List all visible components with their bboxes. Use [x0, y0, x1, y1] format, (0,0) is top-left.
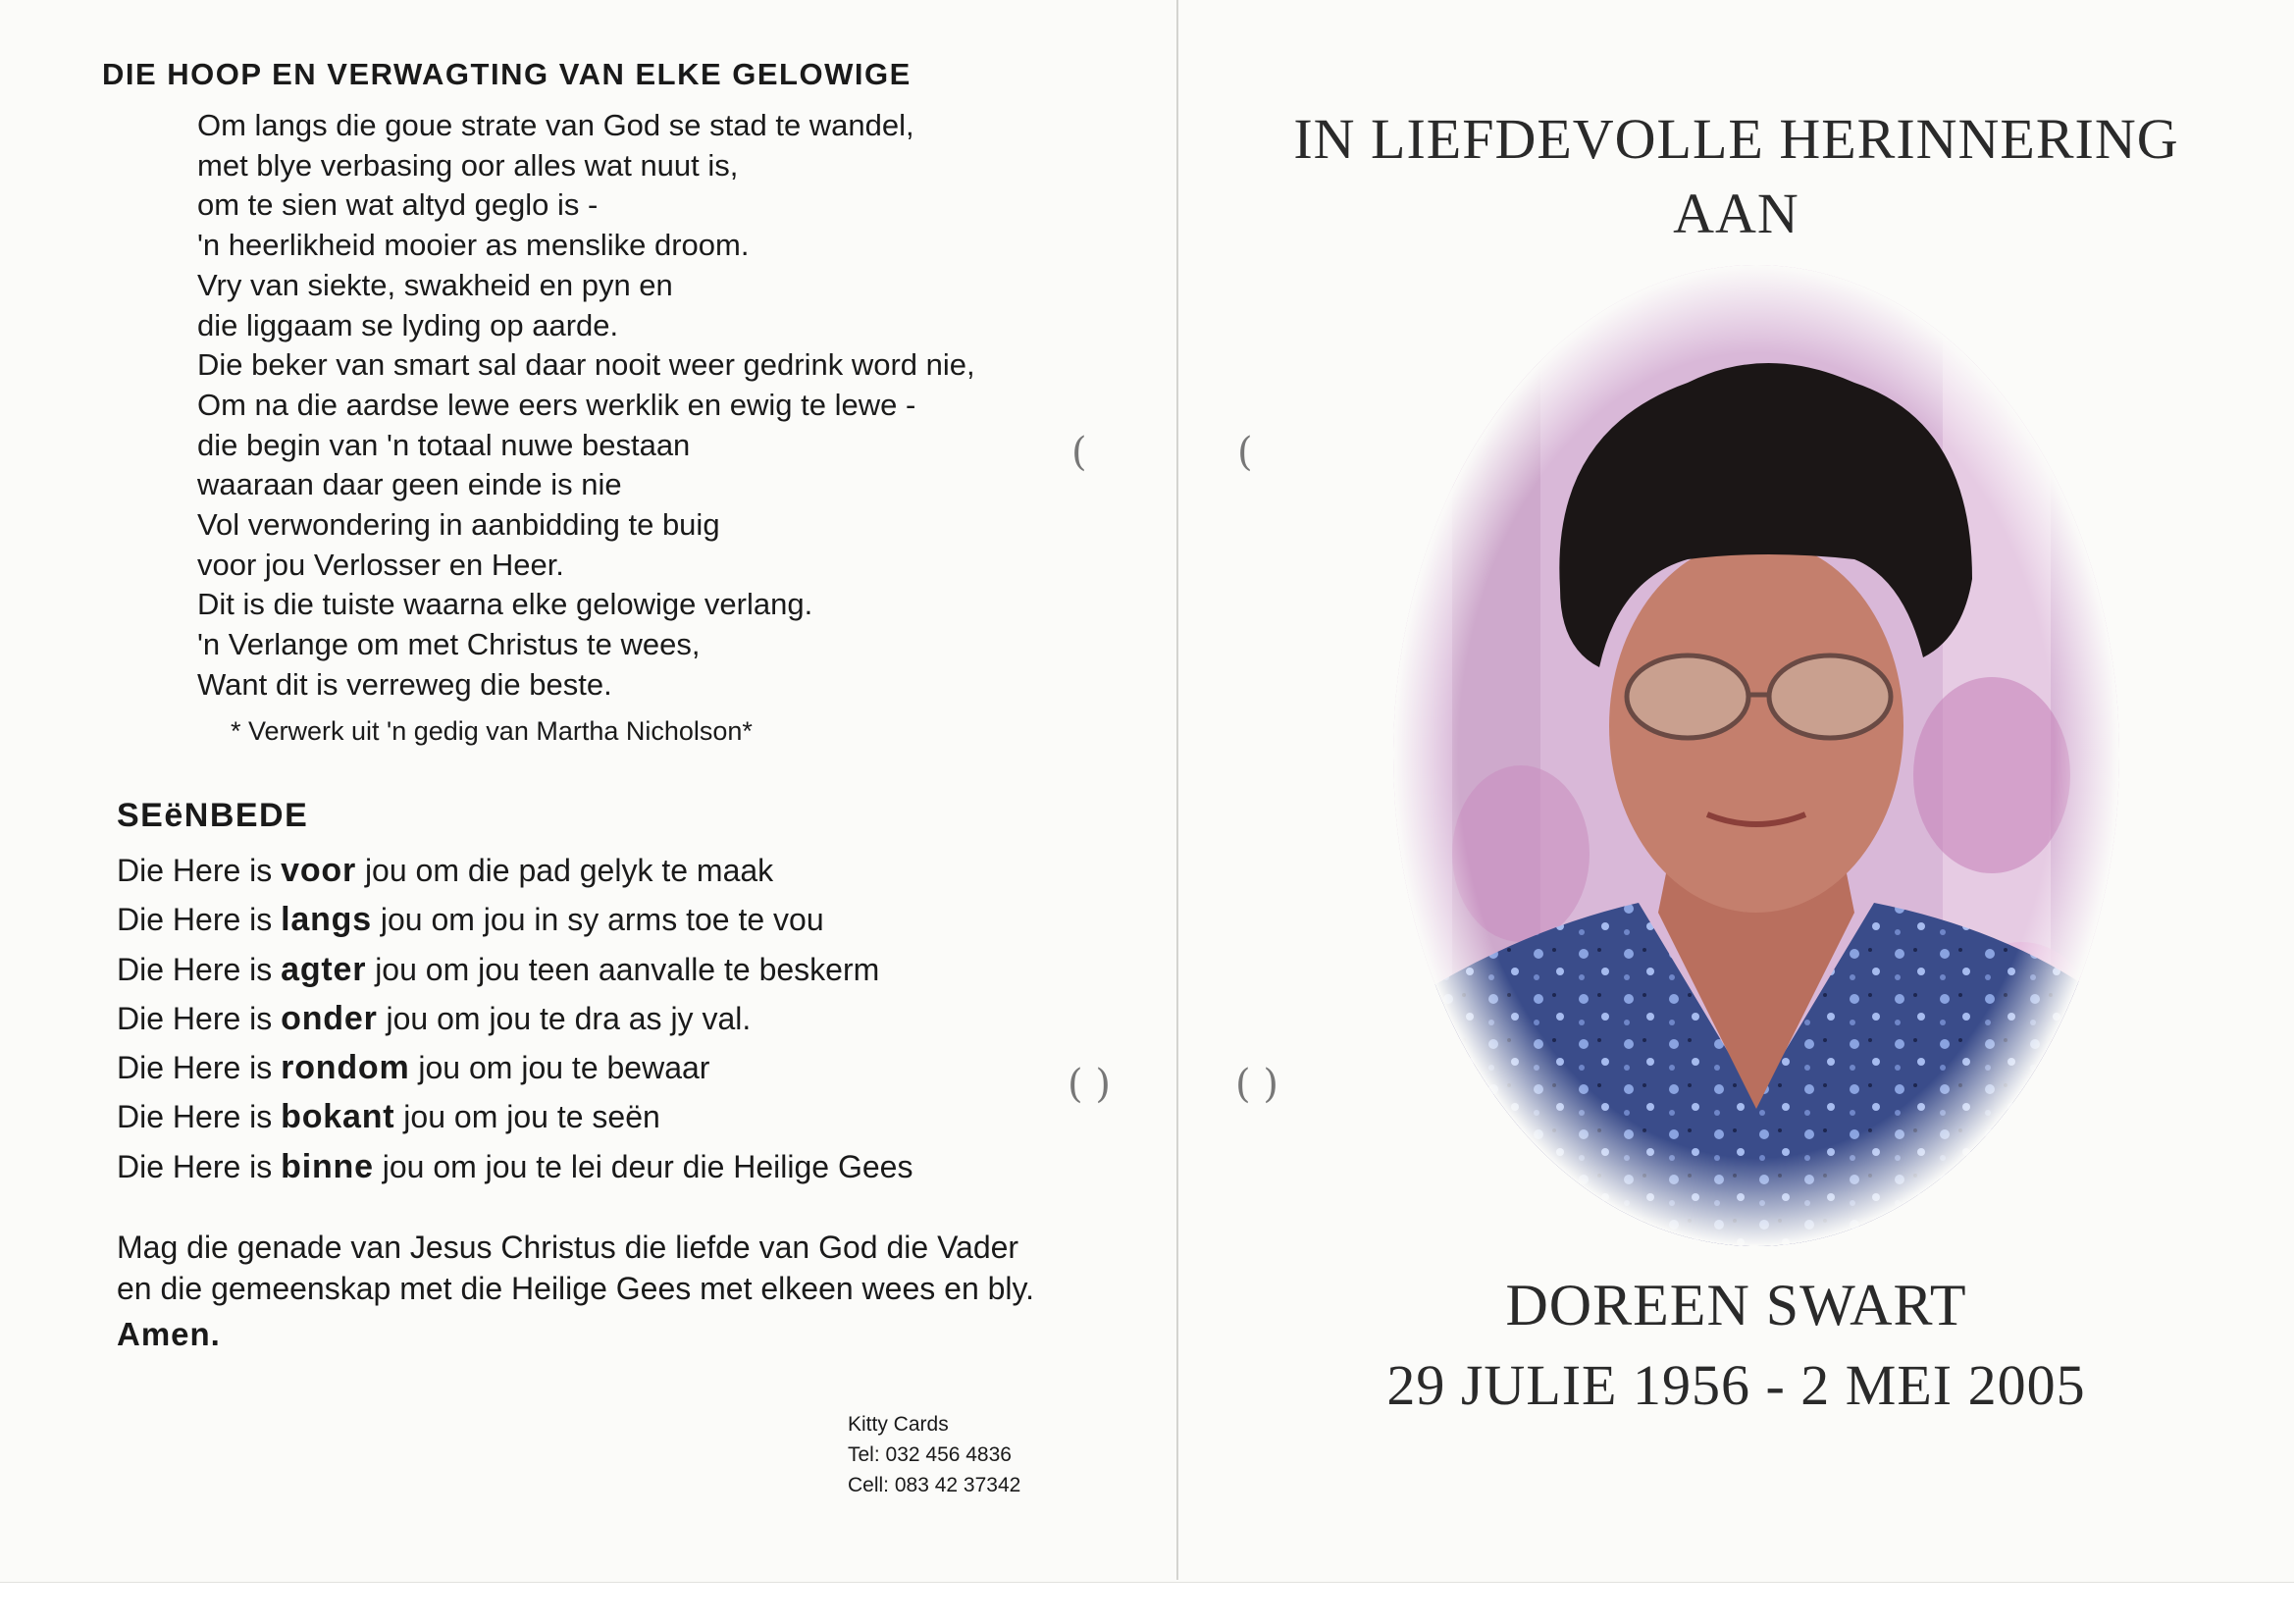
blessing-line	[117, 1092, 912, 1141]
poem-line: voor jou Verlosser en Heer.	[197, 547, 564, 582]
grace-line-2: en die gemeenskap met die Heilige Gees met elkeen wees en bly.	[117, 1271, 1035, 1306]
punch-hole-mark: (	[1071, 430, 1087, 475]
poem-line: die begin van 'n totaal nuwe bestaan	[197, 427, 691, 462]
poem	[197, 106, 975, 706]
blessing-keyword: bokant	[281, 1098, 395, 1136]
blessing-suffix: jou om die pad gelyk te maak	[356, 853, 774, 888]
poem-line: die liggaam se lyding op aarde.	[197, 307, 619, 342]
memorial-title-line-2: AAN	[1673, 182, 1799, 245]
punch-hole-mark: (	[1237, 430, 1253, 475]
poem-line: 'n Verlange om met Christus te wees,	[197, 627, 701, 662]
punch-hole-mark: ( )	[1068, 1062, 1111, 1107]
blessing-suffix: jou om jou in sy arms toe te vou	[371, 902, 824, 938]
poem-credit: * Verwerk uit 'n gedig van Martha Nicholson*	[231, 716, 753, 746]
blessing-suffix: jou om jou teen aanvalle te beskerm	[366, 951, 880, 987]
printer-cell: Cell: 083 42 37342	[848, 1474, 1021, 1496]
printer-info	[848, 1409, 1020, 1500]
poem-line: Want dit is verreweg die beste.	[197, 666, 612, 702]
life-dates: 29 JULIE 1956 - 2 MEI 2005	[1386, 1353, 2086, 1417]
amen: Amen.	[117, 1316, 221, 1352]
poem-line: 'n heerlikheid mooier as menslike droom.	[197, 228, 750, 263]
poem-line: om te sien wat altyd geglo is -	[197, 187, 599, 223]
left-page	[0, 0, 1176, 1580]
poem-line: Om na die aardse lewe eers werklik en ewig te lewe -	[197, 387, 916, 422]
blessing-keyword: langs	[281, 901, 372, 939]
right-page	[1178, 0, 2294, 1580]
blessing-suffix: jou om jou te dra as jy val.	[377, 1000, 752, 1036]
blessing-prefix: Die Here is	[117, 902, 282, 938]
blessing-keyword: binne	[281, 1147, 374, 1185]
blessing-line	[117, 895, 912, 944]
poem-line: Om langs die goue strate van God se stad te wandel,	[197, 108, 914, 142]
grace-paragraph	[117, 1227, 1034, 1309]
poem-line: met blye verbasing oor alles wat nuut is,	[197, 147, 739, 183]
portrait-photo	[1393, 265, 2119, 1246]
punch-hole-mark: ( )	[1235, 1062, 1278, 1107]
poem-title: DIE HOOP EN VERWAGTING VAN ELKE GELOWIGE	[102, 57, 912, 91]
scan-bottom-edge	[0, 1582, 2294, 1624]
blessing-prefix: Die Here is	[117, 1000, 282, 1036]
poem-line: Vol verwondering in aanbidding te buig	[197, 507, 720, 543]
blessing-line	[117, 846, 912, 895]
blessing-prefix: Die Here is	[117, 853, 282, 888]
blessing-keyword: rondom	[281, 1049, 410, 1087]
blessing-prefix: Die Here is	[117, 1148, 282, 1184]
blessing-prefix: Die Here is	[117, 951, 282, 987]
blessing-list	[117, 846, 912, 1191]
blessing-prefix: Die Here is	[117, 1050, 282, 1086]
poem-line: Die beker van smart sal daar nooit weer gedrink word nie,	[197, 347, 975, 383]
blessing-title: SEëNBEDE	[117, 797, 309, 834]
memorial-title-line-1: IN LIEFDEVOLLE HERINNERING	[1293, 107, 2179, 171]
blessing-line	[117, 945, 912, 994]
blessing-keyword: agter	[281, 950, 367, 988]
poem-line: waaraan daar geen einde is nie	[197, 467, 622, 502]
blessing-line	[117, 1043, 912, 1092]
deceased-name: DOREEN SWART	[1505, 1273, 1967, 1337]
blessing-line	[117, 994, 912, 1043]
blessing-suffix: jou om jou te bewaar	[409, 1050, 710, 1086]
printer-name: Kitty Cards	[848, 1413, 949, 1436]
grace-line-1: Mag die genade van Jesus Christus die liefde van God die Vader	[117, 1230, 1019, 1265]
blessing-prefix: Die Here is	[117, 1099, 282, 1135]
blessing-keyword: onder	[281, 999, 378, 1037]
printer-tel: Tel: 032 456 4836	[848, 1443, 1012, 1466]
memorial-title	[1178, 102, 2294, 251]
blessing-keyword: voor	[281, 852, 357, 889]
blessing-suffix: jou om jou te seën	[394, 1099, 660, 1135]
blessing-suffix: jou om jou te lei deur die Heilige Gees	[373, 1148, 913, 1184]
poem-line: Vry van siekte, swakheid en pyn en	[197, 267, 673, 302]
poem-line: Dit is die tuiste waarna elke gelowige verlang.	[197, 587, 813, 622]
blessing-line	[117, 1142, 912, 1191]
